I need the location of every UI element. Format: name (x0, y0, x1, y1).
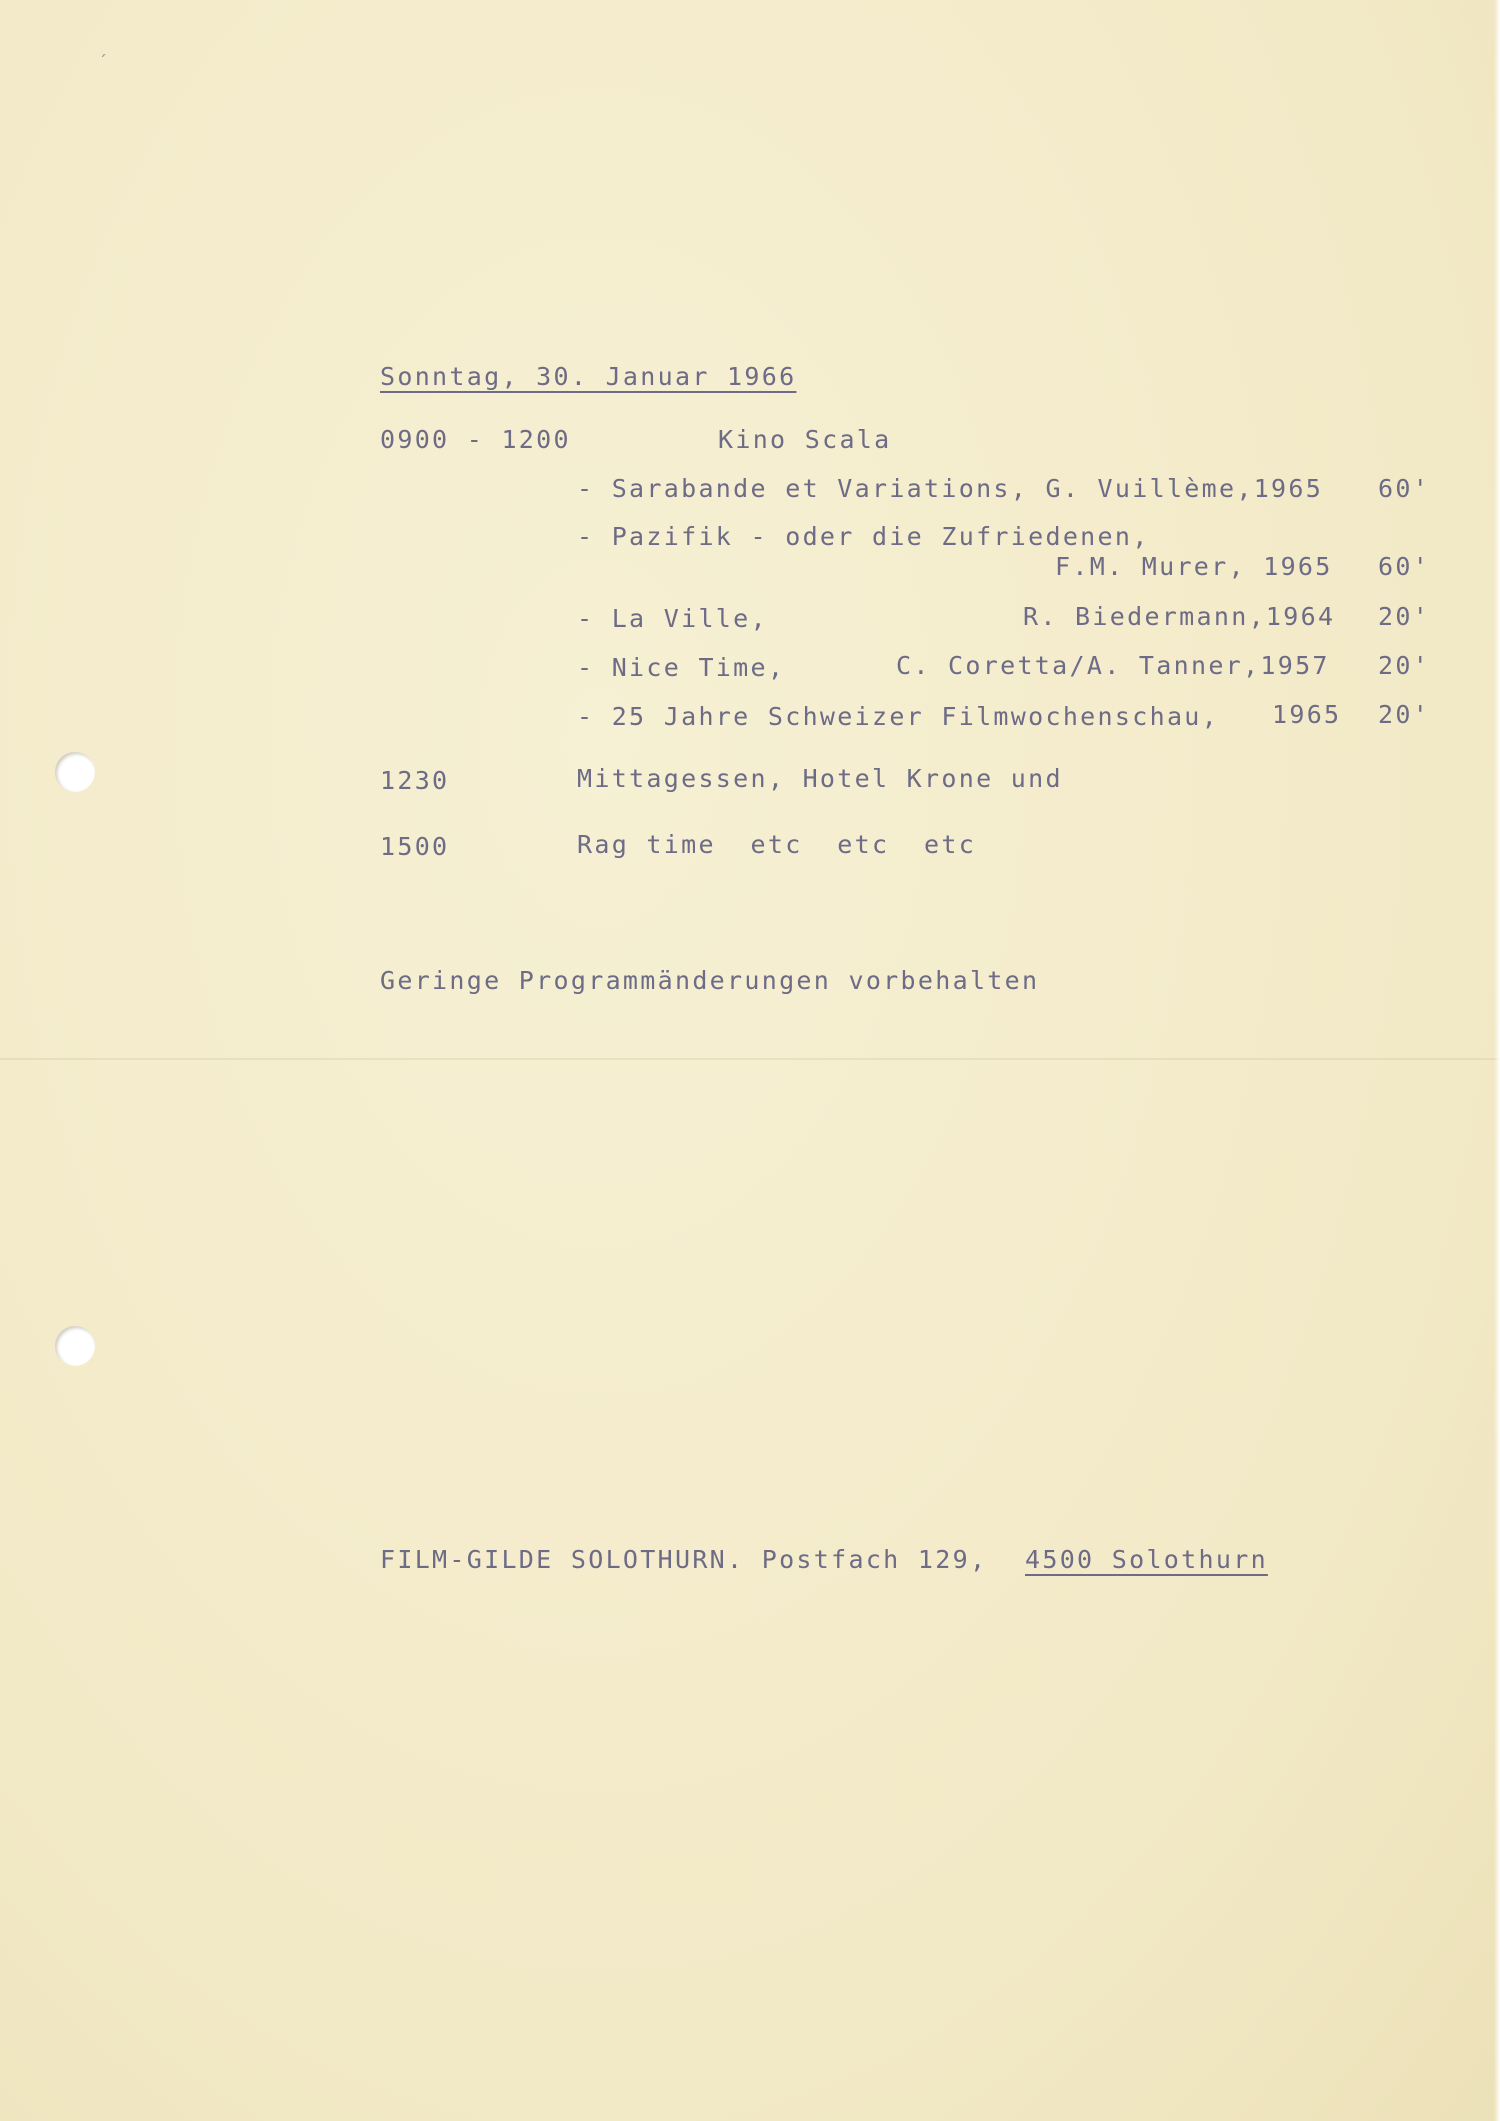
page-heading: Sonntag, 30. Januar 1966 (380, 362, 797, 391)
paper-mark: ´ (98, 52, 108, 71)
paper-edge (1494, 0, 1500, 2121)
film-title: - 25 Jahre Schweizer Filmwochenschau, (577, 702, 1219, 731)
schedule-text: Rag time etc etc etc (577, 830, 977, 859)
film-credit: C. Coretta/A. Tanner,1957 (896, 651, 1330, 680)
film-credit: R. Biedermann,1964 (1023, 602, 1336, 631)
schedule-text: Mittagessen, Hotel Krone und (577, 764, 1063, 793)
film-duration: 60' (1378, 552, 1431, 581)
film-title: - Sarabande et Variations, G. Vuillème,1965 (577, 474, 1324, 503)
footer-address: 4500 Solothurn (1025, 1545, 1268, 1574)
film-credit: 1965 (1272, 700, 1342, 729)
film-duration: 20' (1378, 651, 1431, 680)
film-credit: F.M. Murer, 1965 (1055, 552, 1333, 581)
schedule-time: 1230 (380, 766, 450, 795)
footer-organization: FILM-GILDE SOLOTHURN. Postfach 129, (380, 1545, 988, 1574)
film-duration: 20' (1378, 700, 1431, 729)
punch-hole-upper (55, 752, 95, 792)
film-title: - La Ville, (577, 604, 768, 633)
film-title: - Nice Time, (577, 653, 786, 682)
schedule-time: 1500 (380, 832, 450, 861)
paper-fold (0, 1058, 1500, 1060)
block-time: 0900 - 1200 (380, 425, 571, 454)
film-title: - Pazifik - oder die Zufriedenen, (577, 522, 1150, 551)
film-duration: 60' (1378, 474, 1431, 503)
program-note: Geringe Programmänderungen vorbehalten (380, 966, 1040, 995)
film-duration: 20' (1378, 602, 1431, 631)
venue: Kino Scala (718, 425, 892, 454)
punch-hole-lower (55, 1326, 95, 1366)
